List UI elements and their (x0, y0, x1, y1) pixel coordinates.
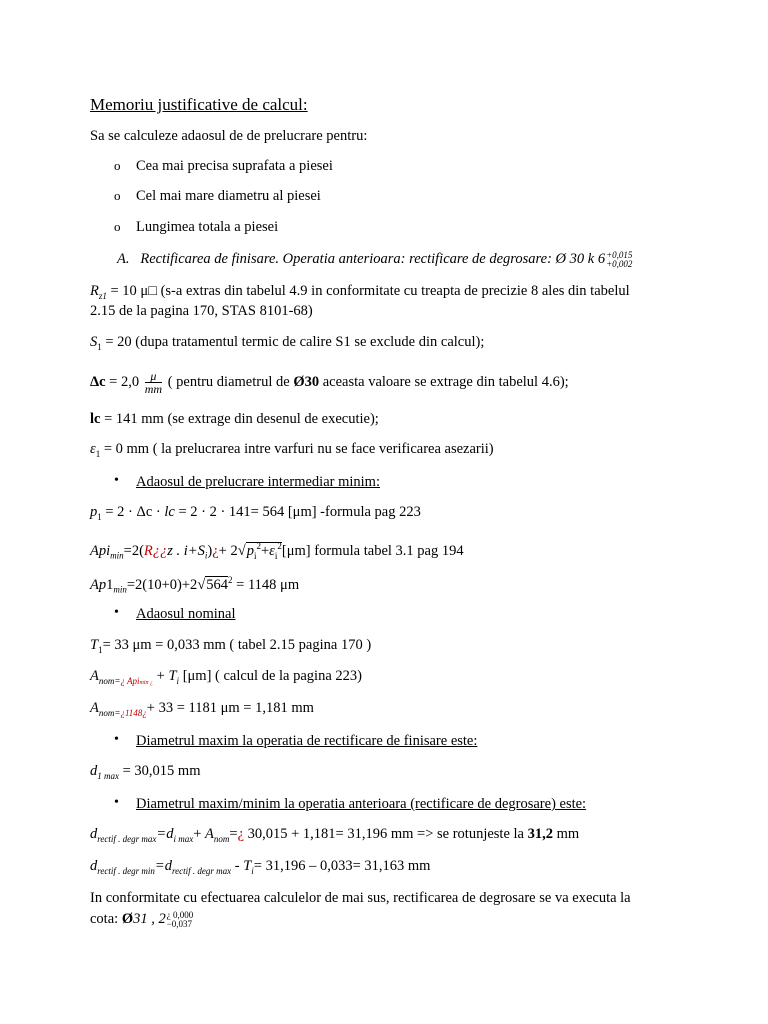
list-bullet: o (114, 188, 121, 203)
s1-line: $S_1 = 20$ (dupa tratamentul termic de calire S1 se exclude din calcul); (90, 334, 485, 352)
section-a-heading: A. Rectificarea de finisare. Operatia anterioara: rectificare de degrosare: Ø 30 k 6 +0,015 +0,002 (117, 249, 633, 269)
drect-max-formula: $d_{rectif . degr max}=d_{i max}+$ $A_{nom}=¿$ 30,015 + 1,181= 31,196 mm => se rotunjeste la 31,2 mm (90, 826, 580, 844)
d1max-line: $d_{1 max} = 30,015$ mm (90, 763, 201, 781)
conclusion-text: In conformitate cu efectuarea calculelor de mai sus, rectificarea de degrosare se va executa la (90, 890, 631, 906)
heading-dmax: Diametrul maxim la operatia de rectificare de finisare este: (136, 733, 478, 749)
list-bullet: o (114, 158, 121, 173)
t1-line: $T_1= 33$ μm = 0,033 mm ( tabel 2.15 pagina 170 ) (90, 637, 372, 655)
p1-line: $p_1 = 2 \cdot \Delta c$ · lc = 2 · 2 · 141= 564 [μm] -formula pag 223 (90, 504, 421, 522)
ap1-formula: $Ap1_{min}=2(10+0)+2√564^2 = 1148$ μm (90, 575, 300, 595)
rz-line-cont: 2.15 de la pagina 170, STAS 8101-68) (90, 303, 313, 319)
cota-line: cota: Ø31 , 2 ¿ 0,000 −0,037 (90, 909, 194, 929)
drect-min-formula: $d_{rectif . degr min}=d_{rectif . degr max} - T_i= 31,196 - 0,033= 31,163$ mm (90, 858, 431, 876)
bullet: • (114, 795, 119, 810)
lc-line: lc = 141 mm (se extrage din desenul de executie); (90, 411, 379, 427)
bullet: • (114, 605, 119, 620)
list-bullet: o (114, 219, 121, 234)
intro-text: Sa se calculeze adaosul de de prelucrare pentru: (90, 128, 368, 144)
list-item: Cel mai mare diametru al piesei (136, 188, 321, 204)
bullet: • (114, 732, 119, 747)
bullet: • (114, 473, 119, 488)
list-item: Lungimea totala a piesei (136, 219, 279, 235)
rz-line: $R_{z1} = 10$ μ□ (s-a extras din tabelul 4.9 in conformitate cu treapta de precizie 8 ales din tabelul (90, 283, 630, 301)
anom-formula-1: $A_{nom=¿ Apimin ¿} + T_i$ [μm] ( calcul de la pagina 223) (90, 668, 362, 686)
dc-line: Δc = 2,0 $\frac{\mu}{mm}$ ( pentru diametrul de Ø30 aceasta valoare se extrage din tabelul 4.6); (90, 369, 569, 396)
heading-nom: Adaosul nominal (136, 606, 236, 622)
anom-formula-2: $A_{nom=¿1148¿}+ 33 = 1181$ μm = 1,181 mm (90, 700, 314, 718)
eps-line: $\varepsilon_1 = 0$ mm ( la prelucrarea intre varfuri nu se face verificarea asezarii) (90, 441, 494, 459)
api-formula: Api$_{min}$=2(R¿¿z . $i+S_i)¿+ 2√p_i^2+\varepsilon_i^2[\mu m]$ formula tabel 3.1 pag 194 (90, 541, 464, 561)
heading-min: Adaosul de prelucrare intermediar minim: (136, 474, 380, 490)
page-title: Memoriu justificative de calcul: (90, 95, 308, 114)
list-item: Cea mai precisa suprafata a piesei (136, 158, 333, 174)
heading-dmaxmin: Diametrul maxim/minim la operatia anterioara (rectificare de degrosare) este: (136, 796, 587, 812)
